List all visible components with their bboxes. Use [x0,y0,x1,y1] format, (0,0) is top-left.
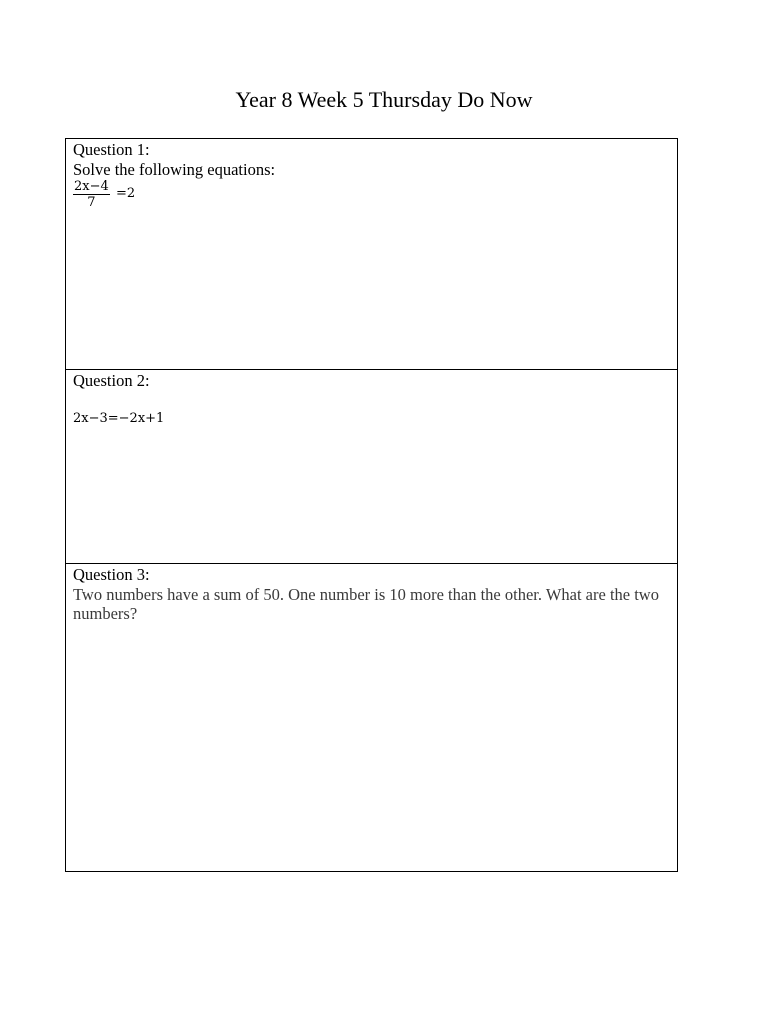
question-3-text: Two numbers have a sum of 50. One number is 10 more than the other. What are the two numbers? [73,584,659,623]
question-3-heading: Question 3: [73,565,150,584]
page-title: Year 8 Week 5 Thursday Do Now [235,87,533,112]
question-1-instruction: Solve the following equations: [73,159,276,179]
fraction-numerator: 2x−4 [74,179,109,194]
fraction [73,179,110,210]
questions-table [65,138,678,872]
equation-rhs: =2 [116,186,136,201]
question-2-equation: 2x−3=−2x+1 [73,410,165,426]
fraction-denominator: 7 [87,195,96,210]
question-2-cell [66,370,677,564]
question-3-cell [66,564,677,871]
question-2-heading: Question 2: [73,371,150,390]
question-1-equation [73,179,670,215]
question-1-heading: Question 1: [73,140,150,159]
question-1-cell [66,139,677,370]
